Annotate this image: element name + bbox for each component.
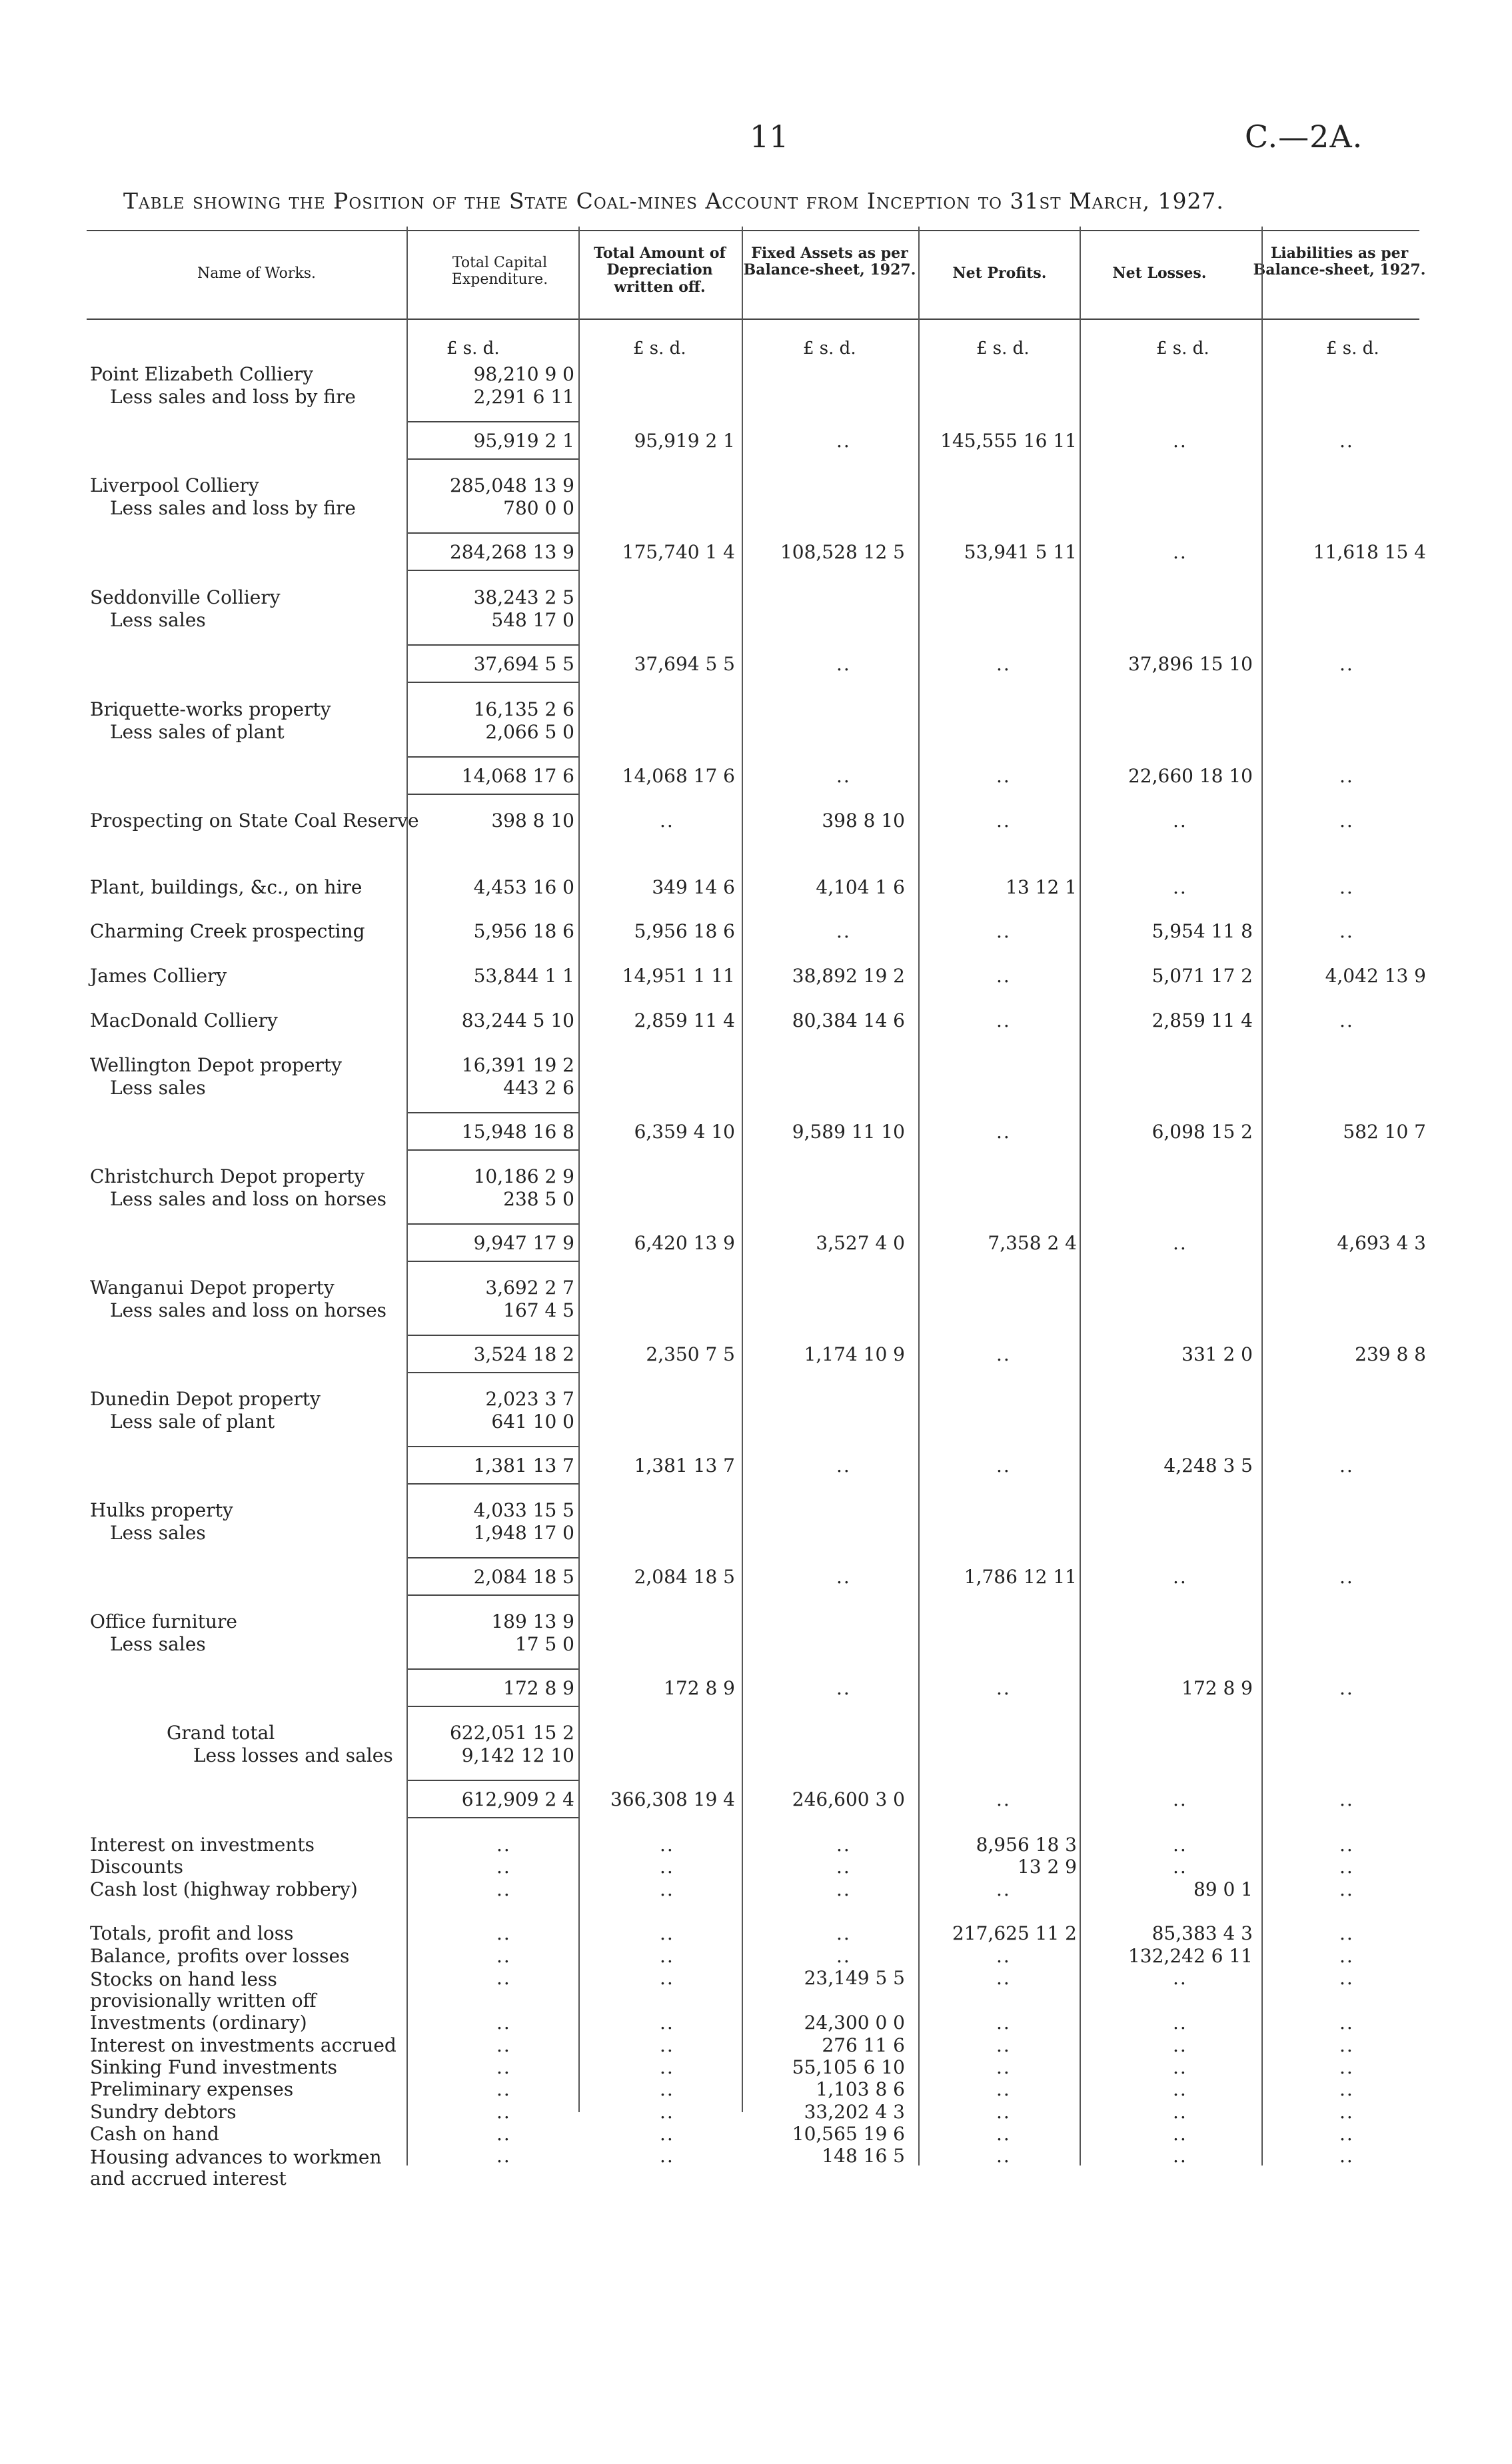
cell-net-profits: .. [996, 1455, 1011, 1477]
cell-capital: 189 13 9 [491, 1610, 574, 1632]
cell-capital: .. [496, 2056, 511, 2078]
row-label: Office furniture [90, 1610, 237, 1632]
cell-net-profits: 13 12 1 [1006, 876, 1077, 898]
cell-fixed-assets: 148 16 5 [822, 2145, 905, 2167]
cell-fixed-assets: 9,589 11 10 [792, 1121, 905, 1143]
cell-capital: 1,381 13 7 [473, 1455, 574, 1477]
cell-net-losses: 5,954 11 8 [1151, 920, 1253, 942]
cell-fixed-assets: .. [836, 1922, 851, 1944]
cell-fixed-assets: 80,384 14 6 [792, 1009, 905, 1031]
cell-fixed-assets: 398 8 10 [822, 810, 905, 832]
row-label: Liverpool Colliery [90, 474, 259, 496]
row-label: Prospecting on State Coal Reserve [90, 810, 419, 832]
unit-label-net-losses: £ s. d. [1156, 338, 1209, 358]
cell-net-losses: .. [1173, 1967, 1187, 1989]
cell-liabilities: .. [1339, 2123, 1354, 2145]
cell-capital: 548 17 0 [491, 609, 574, 631]
cell-capital: 14,068 17 6 [461, 765, 574, 787]
cell-liabilities: .. [1339, 653, 1354, 675]
cell-capital: 622,051 15 2 [449, 1722, 574, 1744]
cell-capital: 2,084 18 5 [473, 1566, 574, 1588]
cell-capital: 2,291 6 11 [473, 386, 574, 408]
subtotal-rule [408, 682, 578, 683]
cell-liabilities: .. [1339, 1455, 1354, 1477]
cell-net-losses: .. [1173, 1566, 1187, 1588]
cell-capital: 17 5 0 [514, 1633, 574, 1655]
cell-depreciation: 6,420 13 9 [634, 1232, 735, 1254]
cell-net-losses: 6,098 15 2 [1151, 1121, 1253, 1143]
cell-capital: .. [496, 2123, 511, 2145]
cell-net-losses: 132,242 6 11 [1128, 1945, 1253, 1967]
cell-net-profits: 7,358 2 4 [988, 1232, 1077, 1254]
cell-net-losses: .. [1173, 2123, 1187, 2145]
subtotal-rule [408, 1483, 578, 1485]
cell-capital: 9,947 17 9 [473, 1232, 574, 1254]
cell-net-profits: .. [996, 965, 1011, 987]
cell-capital: .. [496, 2034, 511, 2056]
cell-net-profits: .. [996, 2012, 1011, 2034]
cell-depreciation: 172 8 9 [664, 1677, 735, 1699]
cell-depreciation: 2,859 11 4 [634, 1009, 735, 1031]
cell-fixed-assets: 23,149 5 5 [804, 1967, 905, 1989]
cell-fixed-assets: 38,892 19 2 [792, 965, 905, 987]
row-label: Christchurch Depot property [90, 1165, 365, 1187]
cell-net-losses: .. [1173, 2145, 1187, 2167]
subtotal-rule [408, 421, 578, 422]
row-label: Stocks on hand less provisionally written off [90, 1968, 317, 2012]
cell-capital: 285,048 13 9 [449, 474, 574, 496]
cell-net-profits: 1,786 12 11 [964, 1566, 1077, 1588]
cell-fixed-assets: .. [836, 920, 851, 942]
cell-net-profits: .. [996, 1788, 1011, 1810]
cell-capital: 3,524 18 2 [473, 1343, 574, 1365]
subtotal-rule [408, 1594, 578, 1596]
cell-liabilities: 4,042 13 9 [1325, 965, 1426, 987]
col-header-capital: Total Capital Expenditure. [451, 255, 548, 289]
cell-depreciation: .. [660, 1922, 674, 1944]
cell-liabilities: .. [1339, 1967, 1354, 1989]
cell-depreciation: 2,084 18 5 [634, 1566, 735, 1588]
cell-liabilities: .. [1339, 876, 1354, 898]
cell-depreciation: 14,068 17 6 [622, 765, 735, 787]
row-label: Charming Creek prospecting [90, 920, 365, 942]
cell-net-profits: .. [996, 765, 1011, 787]
cell-capital: 2,023 3 7 [485, 1388, 574, 1410]
cell-net-profits: 217,625 11 2 [952, 1922, 1077, 1944]
page-number: 11 [750, 119, 789, 155]
cell-depreciation: 6,359 4 10 [634, 1121, 735, 1143]
cell-capital: 38,243 2 5 [473, 586, 574, 608]
cell-liabilities: .. [1339, 1945, 1354, 1967]
cell-depreciation: .. [660, 2101, 674, 2123]
cell-net-losses: 172 8 9 [1181, 1677, 1253, 1699]
cell-depreciation: 175,740 1 4 [622, 541, 735, 563]
cell-fixed-assets: .. [836, 1856, 851, 1878]
cell-net-losses: 22,660 18 10 [1128, 765, 1253, 787]
cell-liabilities: .. [1339, 1677, 1354, 1699]
row-label: James Colliery [90, 965, 227, 987]
cell-capital: .. [496, 2078, 511, 2100]
cell-capital: 4,453 16 0 [473, 876, 574, 898]
cell-liabilities: .. [1339, 2012, 1354, 2034]
cell-depreciation: 366,308 19 4 [610, 1788, 735, 1810]
cell-capital: 53,844 1 1 [473, 965, 574, 987]
cell-net-losses: .. [1173, 2101, 1187, 2123]
cell-depreciation: .. [660, 2078, 674, 2100]
cell-net-profits: .. [996, 920, 1011, 942]
row-label: Interest on investments [90, 1834, 315, 1856]
cell-net-losses: .. [1173, 2078, 1187, 2100]
cell-liabilities: .. [1339, 1922, 1354, 1944]
row-label: Plant, buildings, &c., on hire [90, 876, 363, 898]
cell-liabilities: 4,693 4 3 [1337, 1232, 1426, 1254]
subtotal-rule [408, 1372, 578, 1373]
cell-depreciation: .. [660, 1967, 674, 1989]
row-label: Hulks property [90, 1499, 233, 1521]
cell-fixed-assets: .. [836, 1834, 851, 1856]
subtotal-rule [408, 532, 578, 534]
cell-fixed-assets: .. [836, 1945, 851, 1967]
cell-fixed-assets: 108,528 12 5 [780, 541, 905, 563]
subtotal-rule [408, 1557, 578, 1558]
subtotal-rule [408, 570, 578, 571]
cell-net-losses: 331 2 0 [1181, 1343, 1253, 1365]
cell-capital: .. [496, 2145, 511, 2167]
cell-liabilities: .. [1339, 1566, 1354, 1588]
row-label: Dunedin Depot property [90, 1388, 321, 1410]
cell-net-losses: .. [1173, 810, 1187, 832]
cell-capital: .. [496, 1834, 511, 1856]
row-label: Housing advances to workmen and accrued interest [90, 2146, 382, 2190]
cell-net-profits: .. [996, 653, 1011, 675]
cell-net-losses: 89 0 1 [1193, 1878, 1253, 1900]
unit-label-fixed-assets: £ s. d. [803, 338, 856, 358]
cell-depreciation: .. [660, 2034, 674, 2056]
document-reference: C.—2A. [1245, 119, 1363, 155]
row-label: Cash lost (highway robbery) [90, 1878, 358, 1900]
cell-depreciation: 1,381 13 7 [634, 1455, 735, 1477]
cell-depreciation: 37,694 5 5 [634, 653, 735, 675]
row-label: Sinking Fund investments [90, 2056, 338, 2078]
cell-depreciation: .. [660, 810, 674, 832]
cell-liabilities: .. [1339, 2078, 1354, 2100]
row-label: Less sales [110, 1077, 206, 1099]
cell-net-profits: .. [996, 2078, 1011, 2100]
col-header-net-profits: Net Profits. [952, 265, 1047, 282]
subtotal-rule [408, 1706, 578, 1707]
cell-capital: 4,033 15 5 [473, 1499, 574, 1521]
cell-liabilities: .. [1339, 765, 1354, 787]
cell-fixed-assets: .. [836, 765, 851, 787]
cell-capital: 3,692 2 7 [485, 1277, 574, 1299]
cell-net-losses: .. [1173, 1788, 1187, 1810]
subtotal-rule [408, 1223, 578, 1225]
subtotal-rule [408, 1780, 578, 1781]
row-label: Interest on investments accrued [90, 2034, 396, 2056]
cell-capital: 16,391 19 2 [461, 1054, 574, 1076]
cell-liabilities: .. [1339, 1009, 1354, 1031]
row-label: Balance, profits over losses [90, 1945, 350, 1967]
subtotal-rule [408, 1446, 578, 1447]
col-separator [1080, 227, 1081, 2165]
cell-capital: 5,956 18 6 [473, 920, 574, 942]
cell-liabilities: .. [1339, 2101, 1354, 2123]
cell-depreciation: .. [660, 1945, 674, 1967]
cell-capital: .. [496, 1878, 511, 1900]
cell-net-profits: .. [996, 1677, 1011, 1699]
subtotal-rule [408, 794, 578, 795]
cell-net-profits: .. [996, 2101, 1011, 2123]
cell-fixed-assets: .. [836, 1677, 851, 1699]
cell-capital: 10,186 2 9 [473, 1165, 574, 1187]
row-label: Less sales and loss by fire [110, 497, 356, 519]
cell-liabilities: .. [1339, 1788, 1354, 1810]
cell-net-losses: .. [1173, 1856, 1187, 1878]
unit-label-net-profits: £ s. d. [976, 338, 1030, 358]
cell-capital: 238 5 0 [503, 1188, 574, 1210]
cell-capital: .. [496, 2012, 511, 2034]
cell-capital: 15,948 16 8 [461, 1121, 574, 1143]
cell-liabilities: .. [1339, 1856, 1354, 1878]
cell-liabilities: .. [1339, 2145, 1354, 2167]
cell-depreciation: .. [660, 2145, 674, 2167]
row-label: Cash on hand [90, 2123, 219, 2145]
cell-capital: 1,948 17 0 [473, 1522, 574, 1544]
cell-net-profits: .. [996, 1945, 1011, 1967]
cell-net-losses: .. [1173, 1834, 1187, 1856]
cell-net-profits: 8,956 18 3 [976, 1834, 1077, 1856]
row-label: Briquette-works property [90, 698, 331, 720]
row-label: Seddonville Colliery [90, 586, 281, 608]
cell-liabilities: .. [1339, 1834, 1354, 1856]
cell-liabilities: 582 10 7 [1343, 1121, 1426, 1143]
cell-capital: 2,066 5 0 [485, 721, 574, 743]
row-label: Less sales and loss by fire [110, 386, 356, 408]
cell-net-losses: 4,248 3 5 [1163, 1455, 1253, 1477]
cell-capital: .. [496, 2101, 511, 2123]
cell-net-losses: .. [1173, 2034, 1187, 2056]
cell-depreciation: 5,956 18 6 [634, 920, 735, 942]
row-label: Less sale of plant [110, 1411, 275, 1433]
cell-fixed-assets: 4,104 1 6 [816, 876, 905, 898]
row-label: Preliminary expenses [90, 2078, 294, 2100]
subtotal-rule [408, 1817, 578, 1818]
row-label: Sundry debtors [90, 2101, 237, 2123]
cell-capital: .. [496, 1856, 511, 1878]
cell-liabilities: .. [1339, 2034, 1354, 2056]
cell-capital: 443 2 6 [503, 1077, 574, 1099]
cell-capital: 780 0 0 [503, 497, 574, 519]
cell-fixed-assets: .. [836, 1566, 851, 1588]
row-label: Less sales [110, 609, 206, 631]
subtotal-rule [408, 1112, 578, 1113]
row-label: Less sales and loss on horses [110, 1188, 387, 1210]
cell-capital: 641 10 0 [491, 1411, 574, 1433]
col-header-name: Name of Works. [197, 265, 317, 282]
cell-net-losses: 37,896 15 10 [1128, 653, 1253, 675]
table-title: Table showing the Position of the State Coal-mines Account from Inception to 31st March, 1927. [123, 188, 1224, 214]
cell-fixed-assets: 1,174 10 9 [804, 1343, 905, 1365]
cell-depreciation: .. [660, 1834, 674, 1856]
cell-net-losses: .. [1173, 430, 1187, 452]
cell-fixed-assets: .. [836, 653, 851, 675]
cell-depreciation: 349 14 6 [652, 876, 735, 898]
subtotal-rule [408, 644, 578, 646]
cell-capital: 612,909 2 4 [461, 1788, 574, 1810]
col-separator [918, 227, 920, 2165]
col-header-net-losses: Net Losses. [1112, 265, 1207, 282]
cell-depreciation: 2,350 7 5 [646, 1343, 735, 1365]
row-label: Investments (ordinary) [90, 2012, 307, 2034]
row-label: Less losses and sales [193, 1744, 393, 1766]
col-separator [406, 227, 408, 2165]
col-header-depreciation: Total Amount of Depreciation written off. [594, 245, 726, 296]
cell-capital: .. [496, 1945, 511, 1967]
cell-fixed-assets: 55,105 6 10 [792, 2056, 905, 2078]
col-header-fixed-assets: Fixed Assets as per Balance-sheet, 1927. [743, 245, 916, 279]
cell-net-losses: 5,071 17 2 [1151, 965, 1253, 987]
cell-net-profits: .. [996, 1878, 1011, 1900]
header-bottom-rule [87, 318, 1419, 320]
cell-fixed-assets: 246,600 3 0 [792, 1788, 905, 1810]
cell-depreciation: .. [660, 2056, 674, 2078]
subtotal-rule [408, 1668, 578, 1670]
cell-net-profits: .. [996, 2056, 1011, 2078]
cell-depreciation: 95,919 2 1 [634, 430, 735, 452]
unit-label-capital: £ s. d. [446, 338, 500, 358]
row-label: Wanganui Depot property [90, 1277, 335, 1299]
cell-net-losses: 2,859 11 4 [1151, 1009, 1253, 1031]
subtotal-rule [408, 1335, 578, 1336]
cell-liabilities: .. [1339, 920, 1354, 942]
cell-net-losses: .. [1173, 1232, 1187, 1254]
cell-capital: 98,210 9 0 [473, 363, 574, 385]
cell-net-profits: .. [996, 1967, 1011, 1989]
row-label: MacDonald Colliery [90, 1009, 278, 1031]
cell-net-profits: .. [996, 2145, 1011, 2167]
subtotal-rule [408, 458, 578, 460]
row-label: Discounts [90, 1856, 183, 1878]
cell-fixed-assets: .. [836, 1455, 851, 1477]
row-label: Totals, profit and loss [90, 1922, 294, 1944]
cell-net-profits: .. [996, 1343, 1011, 1365]
cell-capital: 167 4 5 [503, 1299, 574, 1321]
cell-fixed-assets: 1,103 8 6 [816, 2078, 905, 2100]
cell-depreciation: .. [660, 1856, 674, 1878]
cell-capital: 95,919 2 1 [473, 430, 574, 452]
cell-net-profits: .. [996, 2034, 1011, 2056]
row-label: Less sales [110, 1633, 206, 1655]
cell-depreciation: .. [660, 2012, 674, 2034]
cell-capital: 9,142 12 10 [461, 1744, 574, 1766]
cell-fixed-assets: 24,300 0 0 [804, 2012, 905, 2034]
cell-capital: 37,694 5 5 [473, 653, 574, 675]
cell-depreciation: .. [660, 1878, 674, 1900]
cell-net-profits: 53,941 5 11 [964, 541, 1077, 563]
cell-net-profits: 145,555 16 11 [940, 430, 1077, 452]
cell-net-profits: .. [996, 2123, 1011, 2145]
col-header-liabilities: Liabilities as per Balance-sheet, 1927. [1253, 245, 1426, 279]
cell-liabilities: 239 8 8 [1355, 1343, 1426, 1365]
subtotal-rule [408, 1149, 578, 1151]
row-label: Point Elizabeth Colliery [90, 363, 314, 385]
cell-liabilities: .. [1339, 1878, 1354, 1900]
cell-net-profits: 13 2 9 [1017, 1856, 1077, 1878]
cell-capital: .. [496, 1967, 511, 1989]
cell-net-losses: 85,383 4 3 [1151, 1922, 1253, 1944]
cell-net-profits: .. [996, 810, 1011, 832]
cell-capital: .. [496, 1922, 511, 1944]
cell-liabilities: .. [1339, 2056, 1354, 2078]
row-label: Less sales of plant [110, 721, 285, 743]
cell-fixed-assets: 276 11 6 [822, 2034, 905, 2056]
subtotal-rule [408, 756, 578, 758]
col-separator [742, 227, 743, 2112]
cell-depreciation: .. [660, 2123, 674, 2145]
cell-fixed-assets: .. [836, 1878, 851, 1900]
cell-depreciation: 14,951 1 11 [622, 965, 735, 987]
col-separator [578, 227, 580, 2112]
cell-net-profits: .. [996, 1009, 1011, 1031]
subtotal-rule [408, 1261, 578, 1262]
col-separator [1261, 227, 1263, 2165]
cell-net-profits: .. [996, 1121, 1011, 1143]
cell-capital: 172 8 9 [503, 1677, 574, 1699]
cell-liabilities: .. [1339, 810, 1354, 832]
row-label: Grand total [167, 1722, 275, 1744]
cell-fixed-assets: 33,202 4 3 [804, 2101, 905, 2123]
cell-capital: 284,268 13 9 [449, 541, 574, 563]
row-label: Less sales [110, 1522, 206, 1544]
cell-capital: 83,244 5 10 [461, 1009, 574, 1031]
header-top-rule [87, 230, 1419, 231]
cell-net-losses: .. [1173, 2012, 1187, 2034]
cell-liabilities: .. [1339, 430, 1354, 452]
cell-capital: 398 8 10 [491, 810, 574, 832]
cell-net-losses: .. [1173, 541, 1187, 563]
row-label: Less sales and loss on horses [110, 1299, 387, 1321]
cell-net-losses: .. [1173, 876, 1187, 898]
cell-liabilities: 11,618 15 4 [1313, 541, 1426, 563]
row-label: Wellington Depot property [90, 1054, 342, 1076]
unit-label-liabilities: £ s. d. [1326, 338, 1379, 358]
cell-fixed-assets: 10,565 19 6 [792, 2123, 905, 2145]
cell-net-losses: .. [1173, 2056, 1187, 2078]
cell-fixed-assets: 3,527 4 0 [816, 1232, 905, 1254]
cell-fixed-assets: .. [836, 430, 851, 452]
cell-capital: 16,135 2 6 [473, 698, 574, 720]
unit-label-depreciation: £ s. d. [633, 338, 686, 358]
